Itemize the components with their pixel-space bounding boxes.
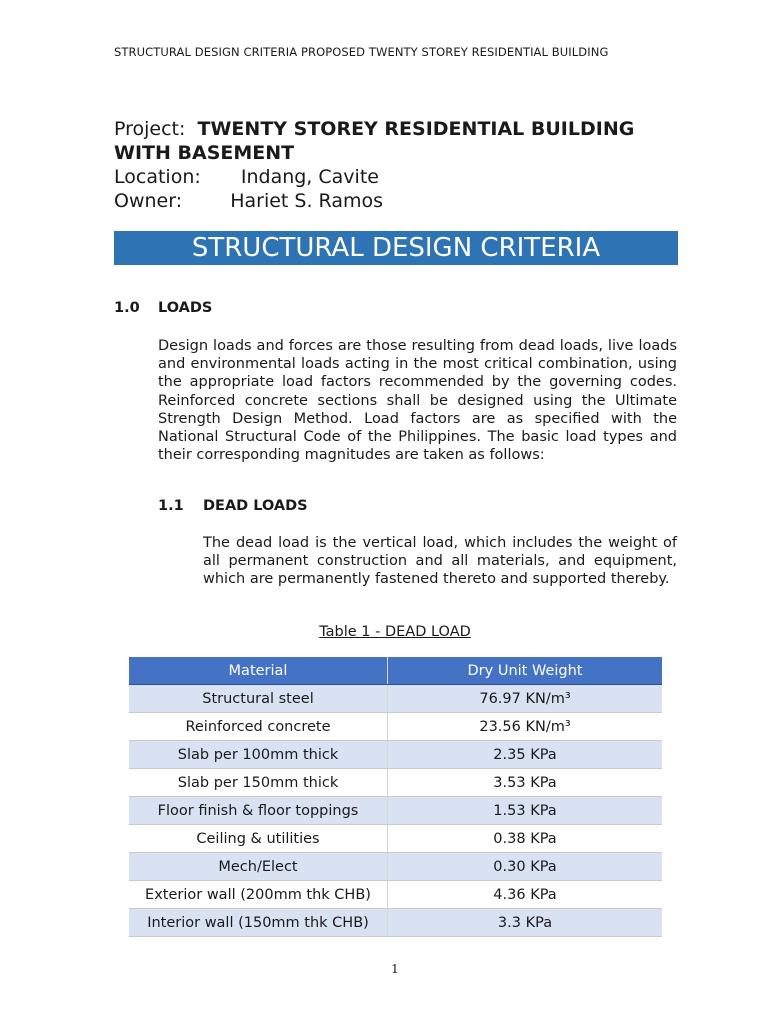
subsection-title: DEAD LOADS (203, 498, 308, 514)
material-cell: Slab per 100mm thick (129, 741, 388, 769)
table-row (129, 825, 662, 853)
table-row (129, 909, 662, 937)
section-paragraph: Design loads and forces are those resulting from dead loads, live loads and environmental loads acting in the most critical combination, using the appropriate load factors recommended by the governing codes. Reinforced concrete sections shall be designed using the Ultimate Strength Design Method. Load factors are as specified with the National Structural Code of the Philippines. The basic load types and their corresponding magnitudes are taken as follows: (158, 338, 677, 464)
weight-cell: 2.35 KPa (388, 741, 663, 769)
material-cell: Floor finish & floor toppings (129, 797, 388, 825)
table-row (129, 797, 662, 825)
table-row (129, 881, 662, 909)
column-header-material: Material (129, 657, 388, 685)
section-number: 1.0 (114, 300, 140, 316)
table-row (129, 741, 662, 769)
owner-line (114, 190, 383, 212)
owner-label: Owner: (114, 190, 183, 212)
table-row (129, 769, 662, 797)
dead-load-table (129, 657, 662, 937)
weight-cell: 0.38 KPa (388, 825, 663, 853)
owner-value: Hariet S. Ramos (230, 190, 384, 212)
section-banner: STRUCTURAL DESIGN CRITERIA (114, 231, 678, 265)
subsection-number: 1.1 (158, 498, 184, 514)
table-row (129, 853, 662, 881)
weight-cell: 23.56 KN/m³ (388, 713, 663, 741)
project-block (114, 117, 634, 165)
material-cell: Ceiling & utilities (129, 825, 388, 853)
project-title: TWENTY STOREY RESIDENTIAL BUILDING (197, 118, 635, 140)
project-label: Project: (114, 118, 186, 140)
material-cell: Interior wall (150mm thk CHB) (129, 909, 388, 937)
location-line (114, 166, 379, 188)
project-title-line2: WITH BASEMENT (114, 142, 295, 164)
material-cell: Reinforced concrete (129, 713, 388, 741)
weight-cell: 4.36 KPa (388, 881, 663, 909)
material-cell: Mech/Elect (129, 853, 388, 881)
table-row (129, 713, 662, 741)
material-cell: Structural steel (129, 685, 388, 713)
running-header: STRUCTURAL DESIGN CRITERIA PROPOSED TWENTY STOREY RESIDENTIAL BUILDING (114, 45, 609, 59)
section-title: LOADS (158, 300, 213, 316)
column-header-weight: Dry Unit Weight (388, 657, 663, 685)
material-cell: Slab per 150mm thick (129, 769, 388, 797)
table-caption: Table 1 - DEAD LOAD (319, 624, 471, 640)
weight-cell: 3.3 KPa (388, 909, 663, 937)
weight-cell: 1.53 KPa (388, 797, 663, 825)
weight-cell: 3.53 KPa (388, 769, 663, 797)
location-label: Location: (114, 166, 201, 188)
table-header-row (129, 657, 662, 685)
page-number: 1 (391, 962, 399, 976)
subsection-paragraph: The dead load is the vertical load, which includes the weight of all permanent construction and all materials, and equipment, which are permanently fastened thereto and supported thereby. (203, 535, 677, 588)
weight-cell: 76.97 KN/m³ (388, 685, 663, 713)
table-row (129, 685, 662, 713)
location-value: Indang, Cavite (240, 166, 379, 188)
weight-cell: 0.30 KPa (388, 853, 663, 881)
material-cell: Exterior wall (200mm thk CHB) (129, 881, 388, 909)
